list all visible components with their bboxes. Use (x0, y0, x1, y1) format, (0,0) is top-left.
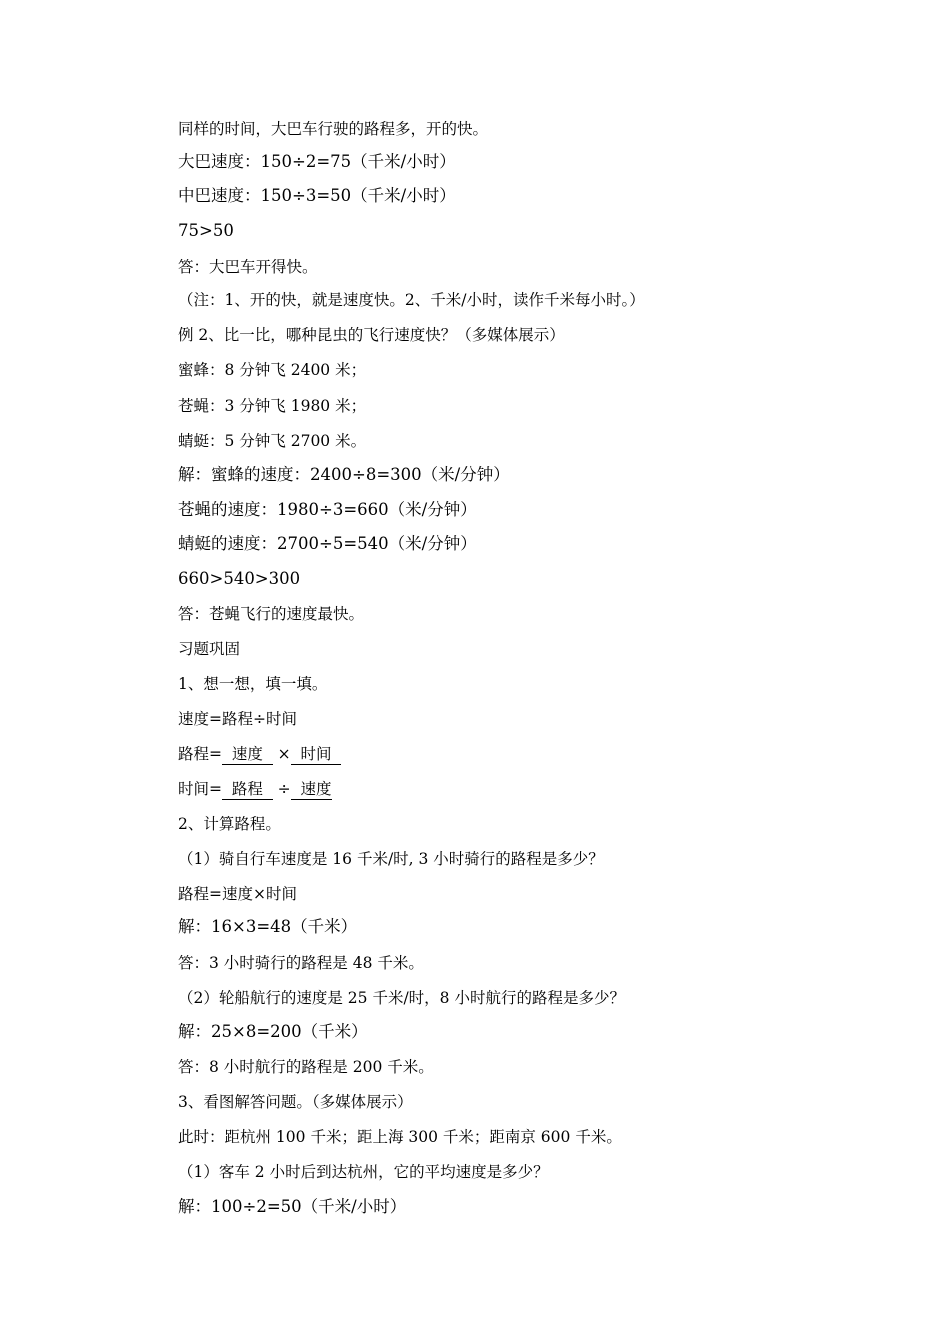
text-line: 75>50 (178, 221, 234, 240)
text-line: 答：苍蝇飞行的速度最快。 (178, 605, 365, 623)
text-line: 中巴速度：150÷3=50（千米/小时） (178, 186, 456, 205)
fill-in-line-distance (178, 740, 341, 768)
text-line: （1）骑自行车速度是 16 千米/时, 3 小时骑行的路程是多少？ (178, 850, 604, 868)
text-line: 答：3 小时骑行的路程是 48 千米。 (178, 954, 424, 972)
text-line: 解：100÷2=50（千米/小时） (178, 1197, 407, 1216)
text-line: 苍蝇：3 分钟飞 1980 米； (178, 397, 367, 415)
text-line: 蜻蜓：5 分钟飞 2700 米。 (178, 432, 367, 450)
text-line: 蜻蜓的速度：2700÷5=540（米/分钟） (178, 534, 477, 553)
fill-blank: 时间 (290, 745, 342, 763)
fill-in-line-time (178, 775, 332, 803)
text-line: 苍蝇的速度：1980÷3=660（米/分钟） (178, 500, 477, 519)
text-line: 3、看图解答问题。（多媒体展示） (178, 1093, 413, 1111)
text-line: 大巴速度：150÷2=75（千米/小时） (178, 152, 456, 171)
text-line: 答：8 小时航行的路程是 200 千米。 (178, 1058, 434, 1076)
text-line: 解：25×8=200（千米） (178, 1022, 368, 1041)
fill-blank: 速度 (222, 745, 273, 763)
text-line: 同样的时间，大巴车行驶的路程多，开的快。 (178, 120, 489, 138)
text-line: （1）客车 2 小时后到达杭州，它的平均速度是多少？ (178, 1163, 549, 1181)
text-line: 路程=速度×时间 (178, 885, 297, 903)
fill-operator: ÷ (277, 780, 291, 798)
text-line: 此时：距杭州 100 千米；距上海 300 千米；距南京 600 千米。 (178, 1128, 622, 1146)
fill-operator: × (277, 745, 291, 763)
fill-blank: 路程 (222, 780, 273, 798)
text-line: （2）轮船航行的速度是 25 千米/时，8 小时航行的路程是多少？ (178, 989, 625, 1007)
text-line: 解：蜜蜂的速度：2400÷8=300（米/分钟） (178, 465, 510, 484)
text-line: 2、计算路程。 (178, 815, 281, 833)
text-line: 蜜蜂：8 分钟飞 2400 米； (178, 361, 367, 379)
fill-blank: 速度 (290, 780, 332, 798)
fill-prefix: 路程= (178, 745, 222, 763)
text-line: 答：大巴车开得快。 (178, 258, 318, 276)
text-line: 解：16×3=48（千米） (178, 917, 358, 936)
text-line: （注：1、开的快，就是速度快。2、千米/小时，读作千米每小时。） (178, 291, 645, 309)
text-line: 例 2、比一比，哪种昆虫的飞行速度快？（多媒体展示） (178, 326, 565, 344)
text-line: 1、想一想，填一填。 (178, 675, 328, 693)
fill-prefix: 时间= (178, 780, 222, 798)
section-heading: 习题巩固 (178, 640, 241, 658)
text-line: 660>540>300 (178, 569, 301, 588)
text-line: 速度=路程÷时间 (178, 710, 297, 728)
